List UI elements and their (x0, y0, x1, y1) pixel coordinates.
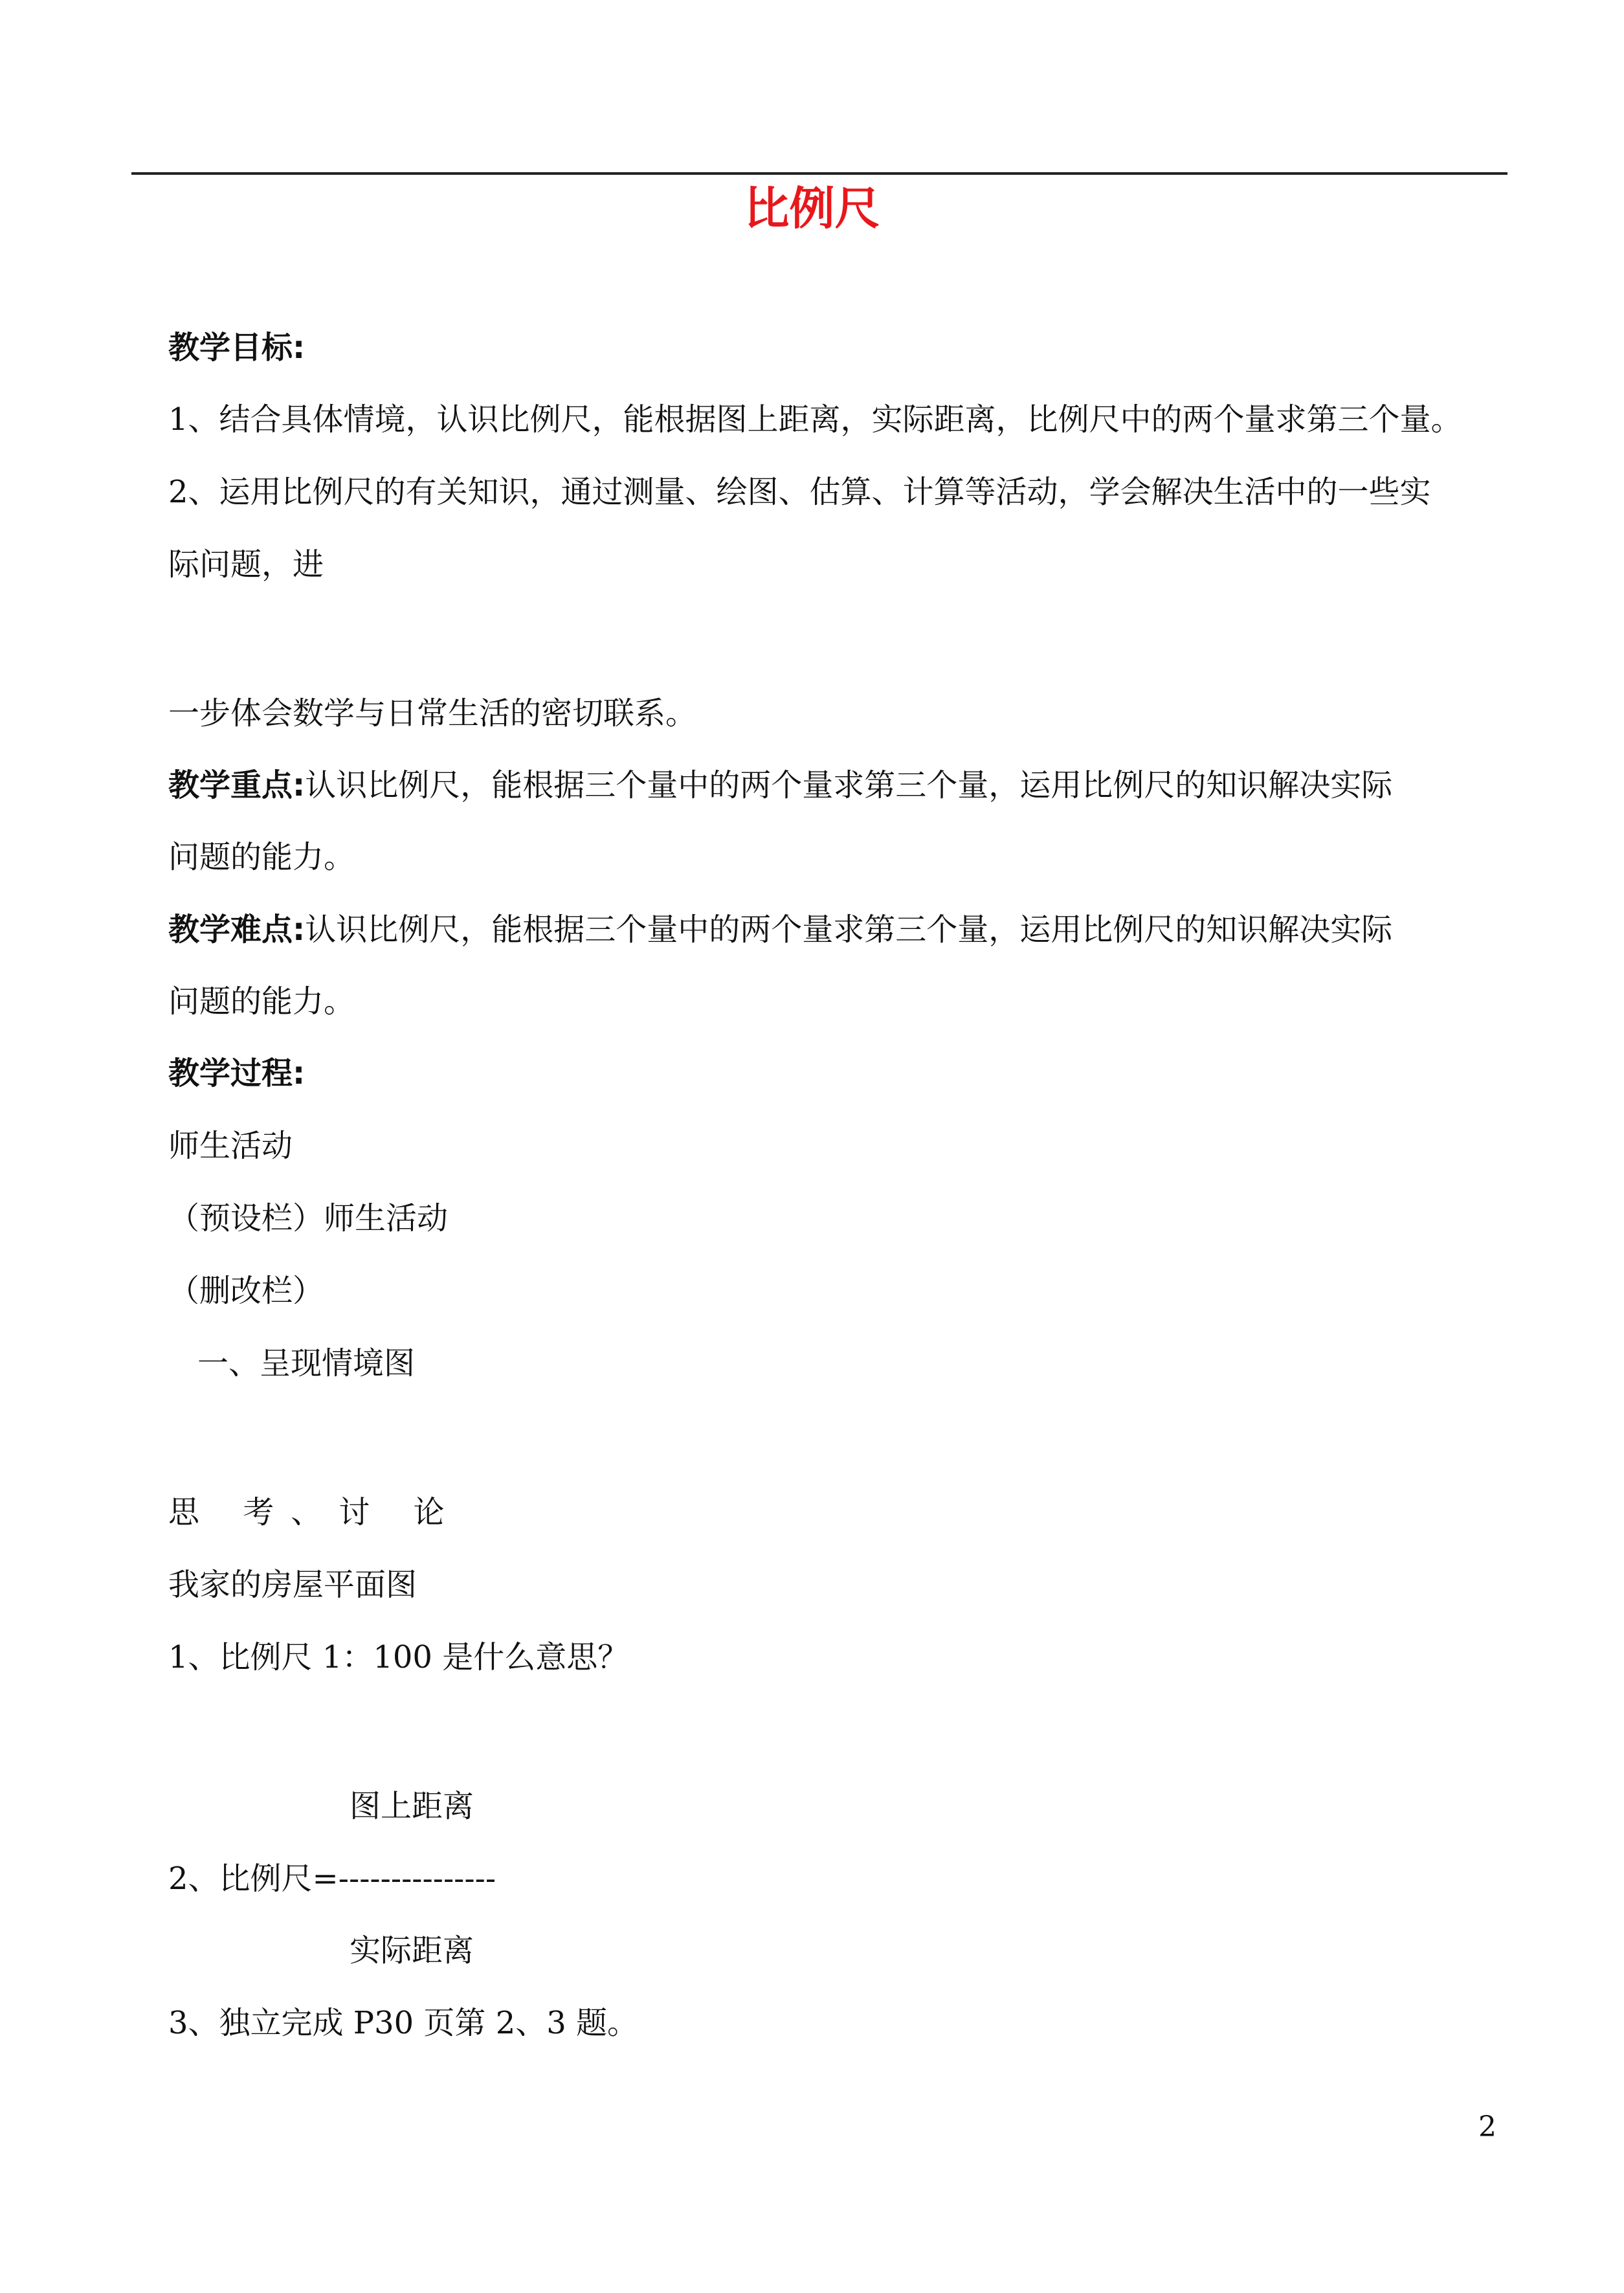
key-point-label: 教学重点: (168, 767, 306, 803)
question-1: 1、比例尺 1：100 是什么意思？ (168, 1639, 629, 1675)
objective-2-line2: 际问题，进 (168, 546, 324, 583)
key-point-continuation: 问题的能力。 (168, 839, 355, 875)
difficulty-paragraph (168, 909, 1392, 950)
fraction-numerator: 图上距离 (350, 1788, 474, 1824)
fraction-denominator: 实际距离 (350, 1932, 474, 1969)
house-plan: 我家的房屋平面图 (168, 1567, 417, 1603)
think-discuss: 思 考、讨 论 (168, 1494, 462, 1530)
key-point-text: 认识比例尺，能根据三个量中的两个量求第三个量，运用比例尺的知识解决实际 (305, 767, 1393, 803)
objective-1: 1、结合具体情境，认识比例尺，能根据图上距离，实际距离，比例尺中的两个量求第三个量。 (168, 401, 1462, 438)
key-point-paragraph (168, 765, 1392, 806)
difficulty-text: 认识比例尺，能根据三个量中的两个量求第三个量，运用比例尺的知识解决实际 (305, 912, 1393, 948)
difficulty-continuation: 问题的能力。 (168, 983, 355, 1020)
objective-2-line3: 一步体会数学与日常生活的密切联系。 (168, 695, 697, 732)
formula-line: 2、比例尺=--------------- (168, 1861, 496, 1897)
question-3: 3、独立完成 P30 页第 2、3 题。 (168, 2005, 639, 2041)
process-heading: 教学过程: (168, 1055, 306, 1091)
activity-3: （删改栏） (168, 1273, 324, 1309)
activity-1: 师生活动 (168, 1128, 293, 1164)
activity-2: （预设栏）师生活动 (168, 1200, 449, 1236)
objective-2-line1: 2、运用比例尺的有关知识，通过测量、绘图、估算、计算等活动，学会解决生活中的一些实 (168, 474, 1431, 510)
difficulty-label: 教学难点: (168, 912, 306, 948)
document-title: 比例尺 (744, 182, 880, 235)
header-rule (131, 172, 1507, 175)
objectives-heading: 教学目标: (168, 330, 306, 366)
section-1: 一、呈现情境图 (197, 1345, 416, 1381)
page-number: 2 (1478, 2110, 1496, 2143)
